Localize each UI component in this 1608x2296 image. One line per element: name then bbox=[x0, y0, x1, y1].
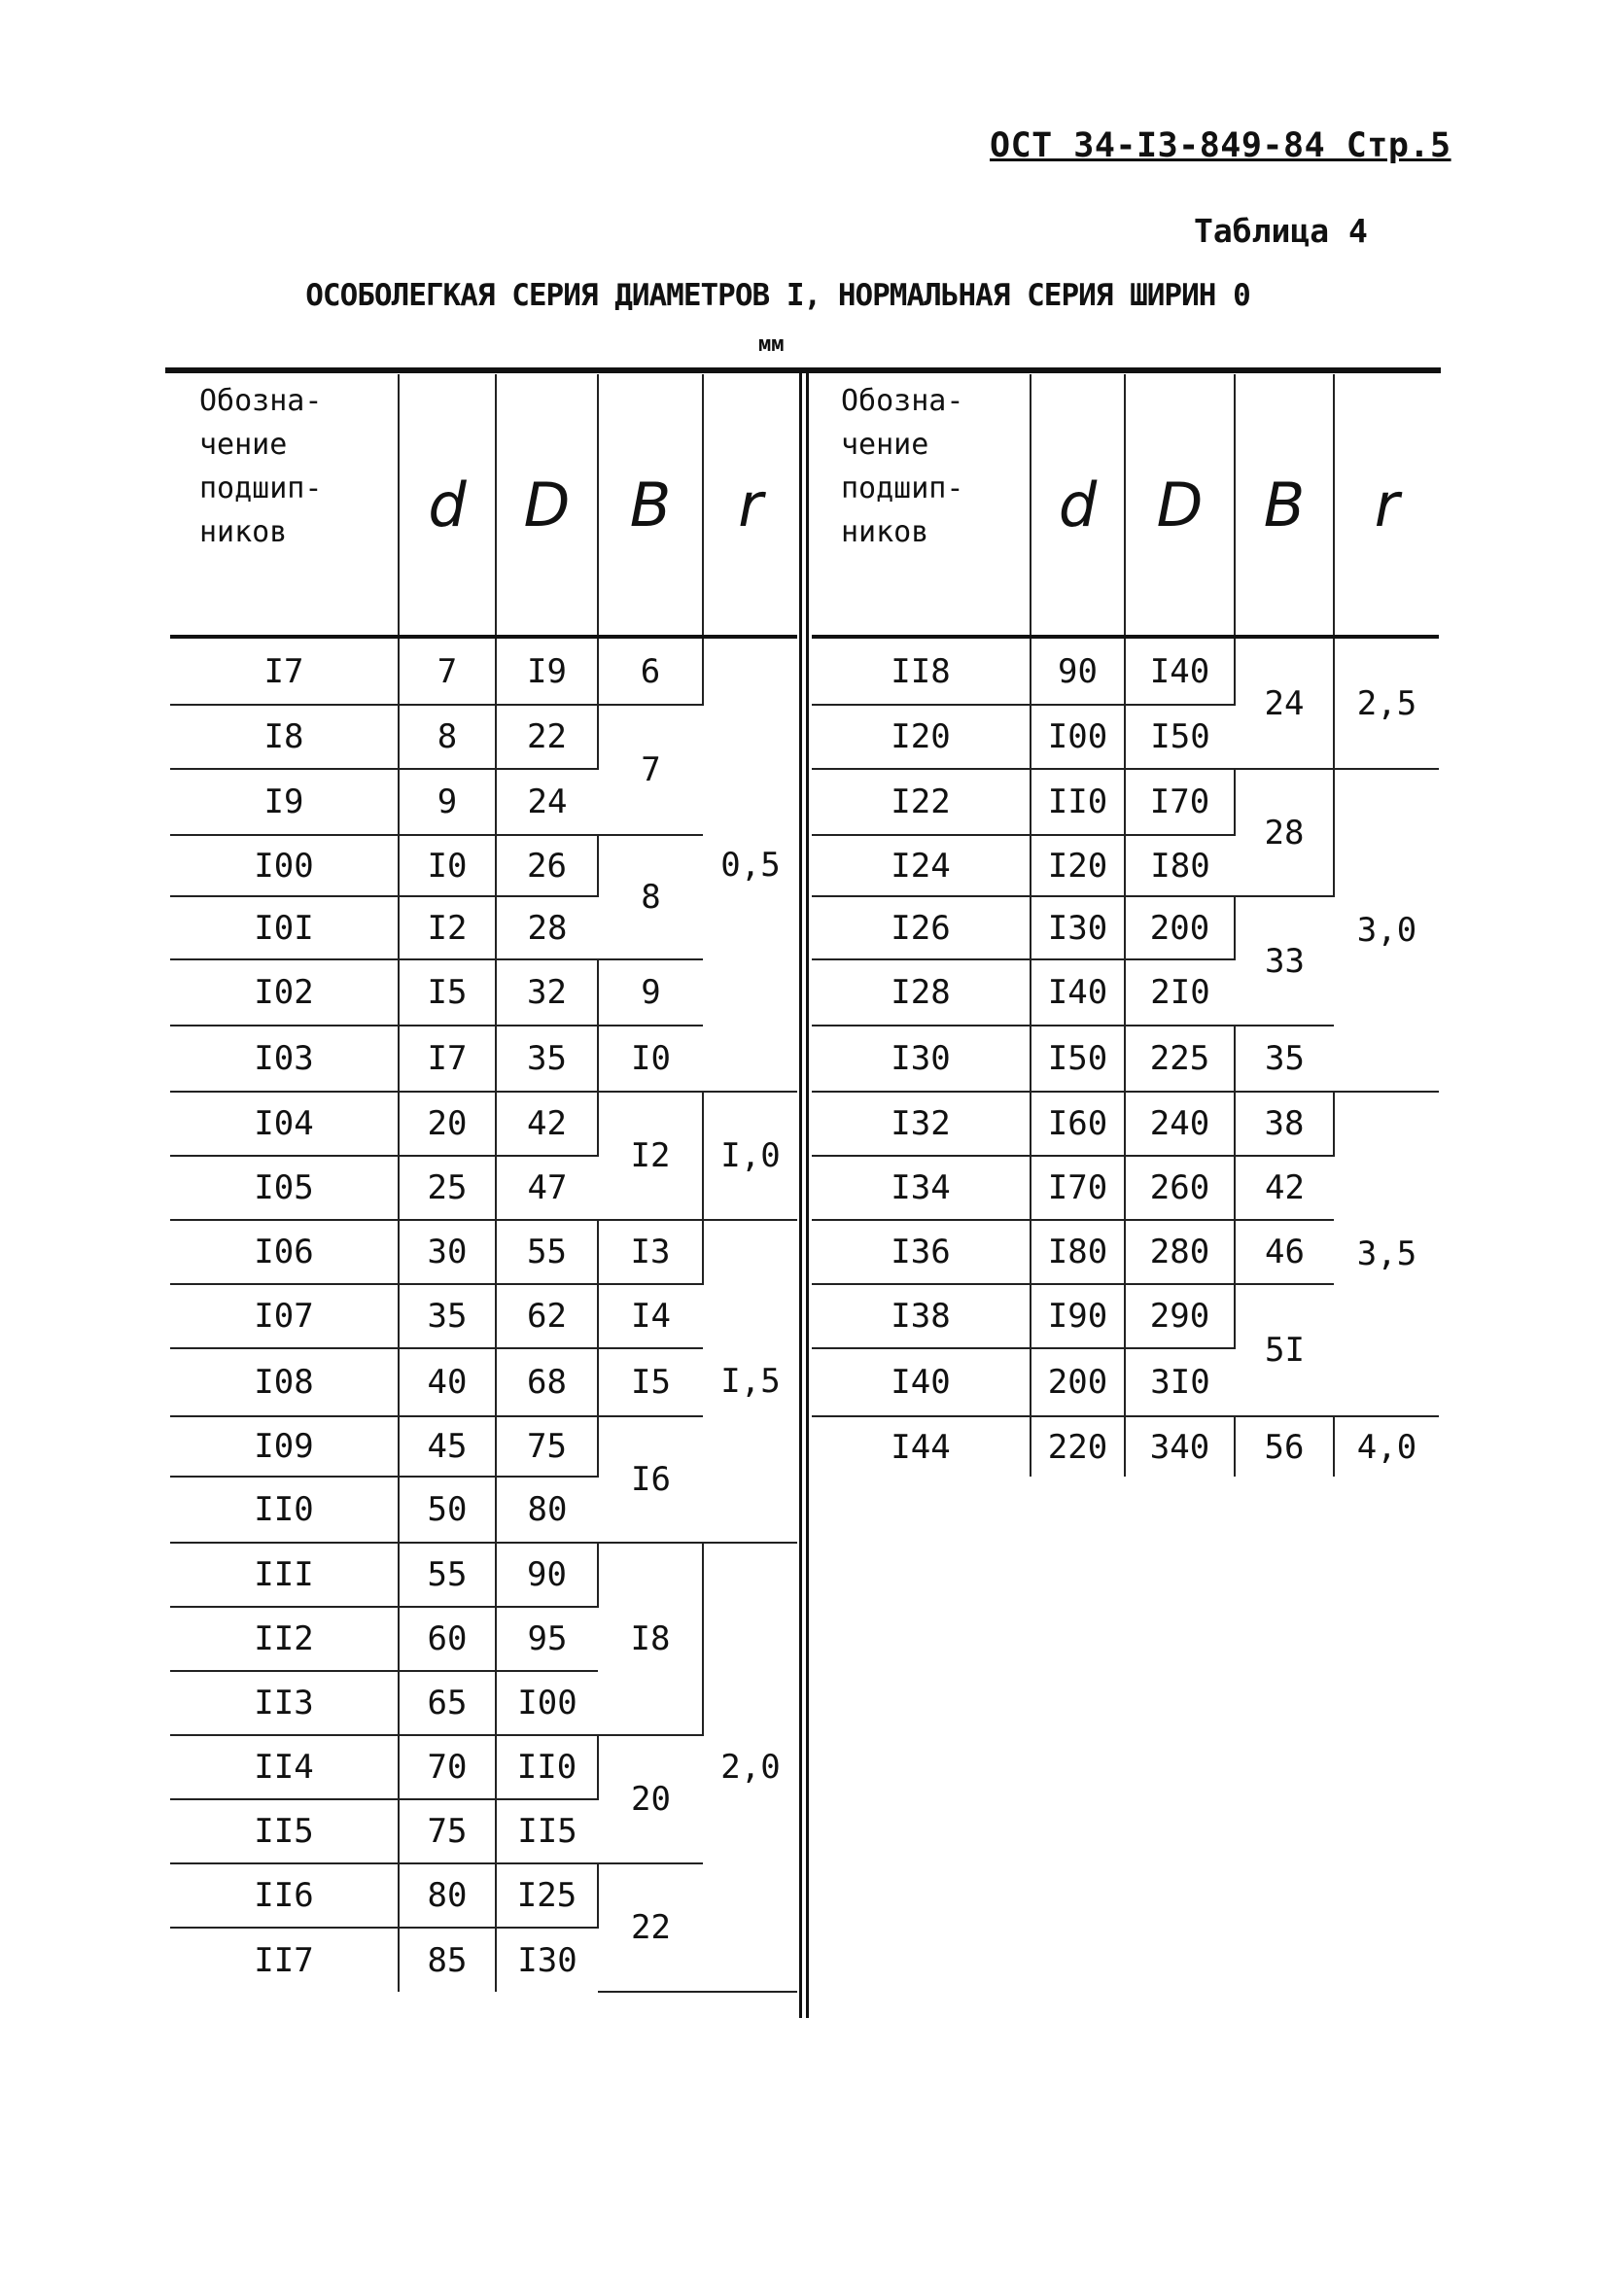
width-B: 5I bbox=[1235, 1284, 1334, 1416]
outer-diameter-D: 90 bbox=[496, 1543, 598, 1607]
outer-diameter-D: I70 bbox=[1125, 769, 1235, 835]
bearing-designation: I40 bbox=[812, 1348, 1031, 1416]
table-row bbox=[812, 1092, 1439, 1156]
outer-diameter-D: 47 bbox=[496, 1156, 598, 1220]
bore-diameter-d: 55 bbox=[399, 1543, 496, 1607]
width-B: 8 bbox=[598, 835, 703, 959]
bore-diameter-d: I30 bbox=[1031, 896, 1125, 959]
table-separator bbox=[799, 373, 809, 2018]
chamfer-r: 2,0 bbox=[703, 1543, 797, 1992]
bore-diameter-d: I80 bbox=[1031, 1220, 1125, 1284]
width-B: 38 bbox=[1235, 1092, 1334, 1156]
bore-diameter-d: 65 bbox=[399, 1671, 496, 1735]
width-B: I5 bbox=[598, 1348, 703, 1416]
bearing-designation: I36 bbox=[812, 1220, 1031, 1284]
header-designation-line: чение bbox=[841, 428, 929, 462]
outer-diameter-D: 80 bbox=[496, 1477, 598, 1543]
bore-diameter-d: 35 bbox=[399, 1284, 496, 1348]
bore-diameter-d: I70 bbox=[1031, 1156, 1125, 1220]
chamfer-r: I,5 bbox=[703, 1220, 797, 1543]
header-designation-line: ников bbox=[841, 515, 929, 549]
header-r: r bbox=[703, 374, 797, 637]
width-B: 22 bbox=[598, 1863, 703, 1992]
outer-diameter-D: I30 bbox=[517, 1940, 577, 1980]
bore-diameter-d: I20 bbox=[1031, 835, 1125, 896]
bore-diameter-d: II0 bbox=[1031, 769, 1125, 835]
bore-diameter-d: 45 bbox=[399, 1416, 496, 1477]
bearing-designation: I03 bbox=[170, 1026, 399, 1092]
outer-diameter-D: 75 bbox=[496, 1416, 598, 1477]
bearing-designation: II5 bbox=[170, 1799, 399, 1863]
bore-diameter-d: 9 bbox=[399, 769, 496, 835]
header-d: d bbox=[399, 374, 496, 637]
header-r: r bbox=[1334, 374, 1439, 637]
bore-diameter-d: 60 bbox=[399, 1607, 496, 1671]
chamfer-r: 3,0 bbox=[1334, 769, 1439, 1092]
outer-diameter-D: 42 bbox=[496, 1092, 598, 1156]
outer-diameter-D: I40 bbox=[1125, 637, 1235, 705]
outer-diameter-D: 3I0 bbox=[1125, 1348, 1235, 1416]
bearing-designation: II0 bbox=[170, 1477, 399, 1543]
header-D: D bbox=[1125, 374, 1235, 637]
bore-diameter-d: 75 bbox=[399, 1799, 496, 1863]
bearing-designation: I22 bbox=[812, 769, 1031, 835]
width-B: 35 bbox=[1235, 1026, 1334, 1092]
bore-diameter-d: 20 bbox=[399, 1092, 496, 1156]
bearing-designation: II3 bbox=[170, 1671, 399, 1735]
outer-diameter-D: 24 bbox=[496, 769, 598, 835]
outer-diameter-D: 28 bbox=[496, 896, 598, 959]
bore-diameter-d: I50 bbox=[1031, 1026, 1125, 1092]
outer-diameter-D: II5 bbox=[496, 1799, 598, 1863]
outer-diameter-D: 35 bbox=[496, 1026, 598, 1092]
bearing-designation: I9 bbox=[170, 769, 399, 835]
bearing-designation: I06 bbox=[170, 1220, 399, 1284]
outer-diameter-D: I25 bbox=[496, 1863, 598, 1928]
table-title: ОСОБОЛЕГКАЯ СЕРИЯ ДИАМЕТРОВ I, НОРМАЛЬНАЯ СЕРИЯ ШИРИН 0 bbox=[305, 278, 1250, 313]
width-B: I3 bbox=[598, 1220, 703, 1284]
outer-diameter-D: 2I0 bbox=[1125, 959, 1235, 1026]
bore-diameter-d: 40 bbox=[399, 1348, 496, 1416]
outer-diameter-D: I00 bbox=[496, 1671, 598, 1735]
chamfer-r: 0,5 bbox=[703, 637, 797, 1092]
table-row bbox=[812, 769, 1439, 835]
bore-diameter-d: I00 bbox=[1031, 705, 1125, 769]
bearing-designation: I24 bbox=[812, 835, 1031, 896]
bore-diameter-d: I7 bbox=[399, 1026, 496, 1092]
outer-diameter-D: 260 bbox=[1125, 1156, 1235, 1220]
chamfer-r: 4,0 bbox=[1356, 1427, 1417, 1467]
bearing-designation: II7 bbox=[170, 1928, 399, 1992]
outer-diameter-D: I80 bbox=[1125, 835, 1235, 896]
bore-diameter-d: 85 bbox=[399, 1928, 496, 1992]
bearing-designation: I8 bbox=[170, 705, 399, 769]
header-d: d bbox=[1031, 374, 1125, 637]
width-B: 28 bbox=[1235, 769, 1334, 896]
width-B: I8 bbox=[598, 1543, 703, 1735]
header-designation-line: Обозна- bbox=[199, 384, 323, 418]
outer-diameter-D: 290 bbox=[1125, 1284, 1235, 1348]
outer-diameter-D: 55 bbox=[496, 1220, 598, 1284]
table-row bbox=[170, 1543, 797, 1607]
bearing-designation: I08 bbox=[170, 1348, 399, 1416]
bearing-designation: II2 bbox=[170, 1607, 399, 1671]
bore-diameter-d: I40 bbox=[1031, 959, 1125, 1026]
bearing-designation: II8 bbox=[812, 637, 1031, 705]
table-header-row bbox=[170, 374, 797, 637]
outer-diameter-D: 68 bbox=[496, 1348, 598, 1416]
left-table bbox=[170, 374, 797, 1993]
bore-diameter-d: 220 bbox=[1031, 1416, 1125, 1477]
bearing-designation: I00 bbox=[170, 835, 399, 896]
bearing-designation: III bbox=[170, 1543, 399, 1607]
table-header-row bbox=[812, 374, 1439, 637]
bore-diameter-d: 200 bbox=[1031, 1348, 1125, 1416]
bore-diameter-d: I2 bbox=[399, 896, 496, 959]
outer-diameter-D: I9 bbox=[496, 637, 598, 705]
bearing-designation: I38 bbox=[812, 1284, 1031, 1348]
outer-diameter-D: 280 bbox=[1125, 1220, 1235, 1284]
table-row bbox=[812, 637, 1439, 705]
bearing-designation: I7 bbox=[170, 637, 399, 705]
outer-diameter-D: 225 bbox=[1125, 1026, 1235, 1092]
table-row bbox=[170, 637, 797, 705]
bearing-designation: I0I bbox=[170, 896, 399, 959]
bearing-designation: I30 bbox=[812, 1026, 1031, 1092]
outer-diameter-D: 22 bbox=[496, 705, 598, 769]
bore-diameter-d: 80 bbox=[399, 1863, 496, 1928]
width-B: 56 bbox=[1235, 1416, 1334, 1477]
bearing-designation: I26 bbox=[812, 896, 1031, 959]
bore-diameter-d: I5 bbox=[399, 959, 496, 1026]
table-row bbox=[170, 1220, 797, 1284]
bore-diameter-d: 50 bbox=[399, 1477, 496, 1543]
width-B: 9 bbox=[598, 959, 703, 1026]
bore-diameter-d: 90 bbox=[1031, 637, 1125, 705]
bearing-designation: I07 bbox=[170, 1284, 399, 1348]
bore-diameter-d: I60 bbox=[1031, 1092, 1125, 1156]
bearing-designation: I05 bbox=[170, 1156, 399, 1220]
bore-diameter-d: I0 bbox=[399, 835, 496, 896]
header-B: B bbox=[598, 374, 703, 637]
outer-diameter-D: 95 bbox=[496, 1607, 598, 1671]
chamfer-r: 2,5 bbox=[1334, 637, 1439, 769]
chamfer-r: I,0 bbox=[703, 1092, 797, 1220]
header-designation-line: ников bbox=[199, 515, 288, 549]
chamfer-r: 3,5 bbox=[1334, 1092, 1439, 1416]
outer-diameter-D: 26 bbox=[496, 835, 598, 896]
bearing-designation: I28 bbox=[812, 959, 1031, 1026]
bearing-designation: I34 bbox=[812, 1156, 1031, 1220]
table-number: Таблица 4 bbox=[1194, 212, 1368, 250]
table-row bbox=[812, 1416, 1439, 1477]
right-table bbox=[812, 374, 1439, 1477]
bore-diameter-d: 70 bbox=[399, 1735, 496, 1799]
bearing-designation: I09 bbox=[170, 1416, 399, 1477]
header-B: B bbox=[1235, 374, 1334, 637]
bore-diameter-d: 8 bbox=[399, 705, 496, 769]
header-designation-line: подшип- bbox=[841, 471, 964, 505]
header-designation-line: Обозна- bbox=[841, 384, 964, 418]
header-designation bbox=[812, 374, 1031, 637]
header-D: D bbox=[496, 374, 598, 637]
table-row bbox=[170, 1092, 797, 1156]
bore-diameter-d: I90 bbox=[1031, 1284, 1125, 1348]
bore-diameter-d: 7 bbox=[399, 637, 496, 705]
width-B: I2 bbox=[598, 1092, 703, 1220]
width-B: I0 bbox=[598, 1026, 703, 1092]
document-reference: ОСТ 34-I3-849-84 Стр.5 bbox=[990, 126, 1451, 165]
outer-diameter-D: 340 bbox=[1125, 1416, 1235, 1477]
bearing-designation: I44 bbox=[812, 1416, 1031, 1477]
width-B: 33 bbox=[1235, 896, 1334, 1026]
bearing-designation: I04 bbox=[170, 1092, 399, 1156]
outer-diameter-D: I50 bbox=[1125, 705, 1235, 769]
header-designation-line: чение bbox=[199, 428, 288, 462]
header-designation bbox=[170, 374, 399, 637]
bearing-designation: I20 bbox=[812, 705, 1031, 769]
bore-diameter-d: 25 bbox=[399, 1156, 496, 1220]
unit-label: мм bbox=[758, 332, 785, 357]
bearing-designation: I32 bbox=[812, 1092, 1031, 1156]
outer-diameter-D: 32 bbox=[496, 959, 598, 1026]
outer-diameter-D: 200 bbox=[1125, 896, 1235, 959]
outer-diameter-D: II0 bbox=[496, 1735, 598, 1799]
bearing-designation: II4 bbox=[170, 1735, 399, 1799]
width-B: 6 bbox=[598, 637, 703, 705]
width-B: 20 bbox=[598, 1735, 703, 1863]
width-B: 46 bbox=[1235, 1220, 1334, 1284]
width-B: I6 bbox=[598, 1416, 703, 1543]
bore-diameter-d: 30 bbox=[399, 1220, 496, 1284]
width-B: 7 bbox=[598, 705, 703, 835]
bearing-designation: II6 bbox=[170, 1863, 399, 1928]
width-B: 24 bbox=[1235, 637, 1334, 769]
header-designation-line: подшип- bbox=[199, 471, 323, 505]
width-B: I4 bbox=[598, 1284, 703, 1348]
width-B: 42 bbox=[1235, 1156, 1334, 1220]
outer-diameter-D: 240 bbox=[1125, 1092, 1235, 1156]
bearing-designation: I02 bbox=[170, 959, 399, 1026]
outer-diameter-D: 62 bbox=[496, 1284, 598, 1348]
